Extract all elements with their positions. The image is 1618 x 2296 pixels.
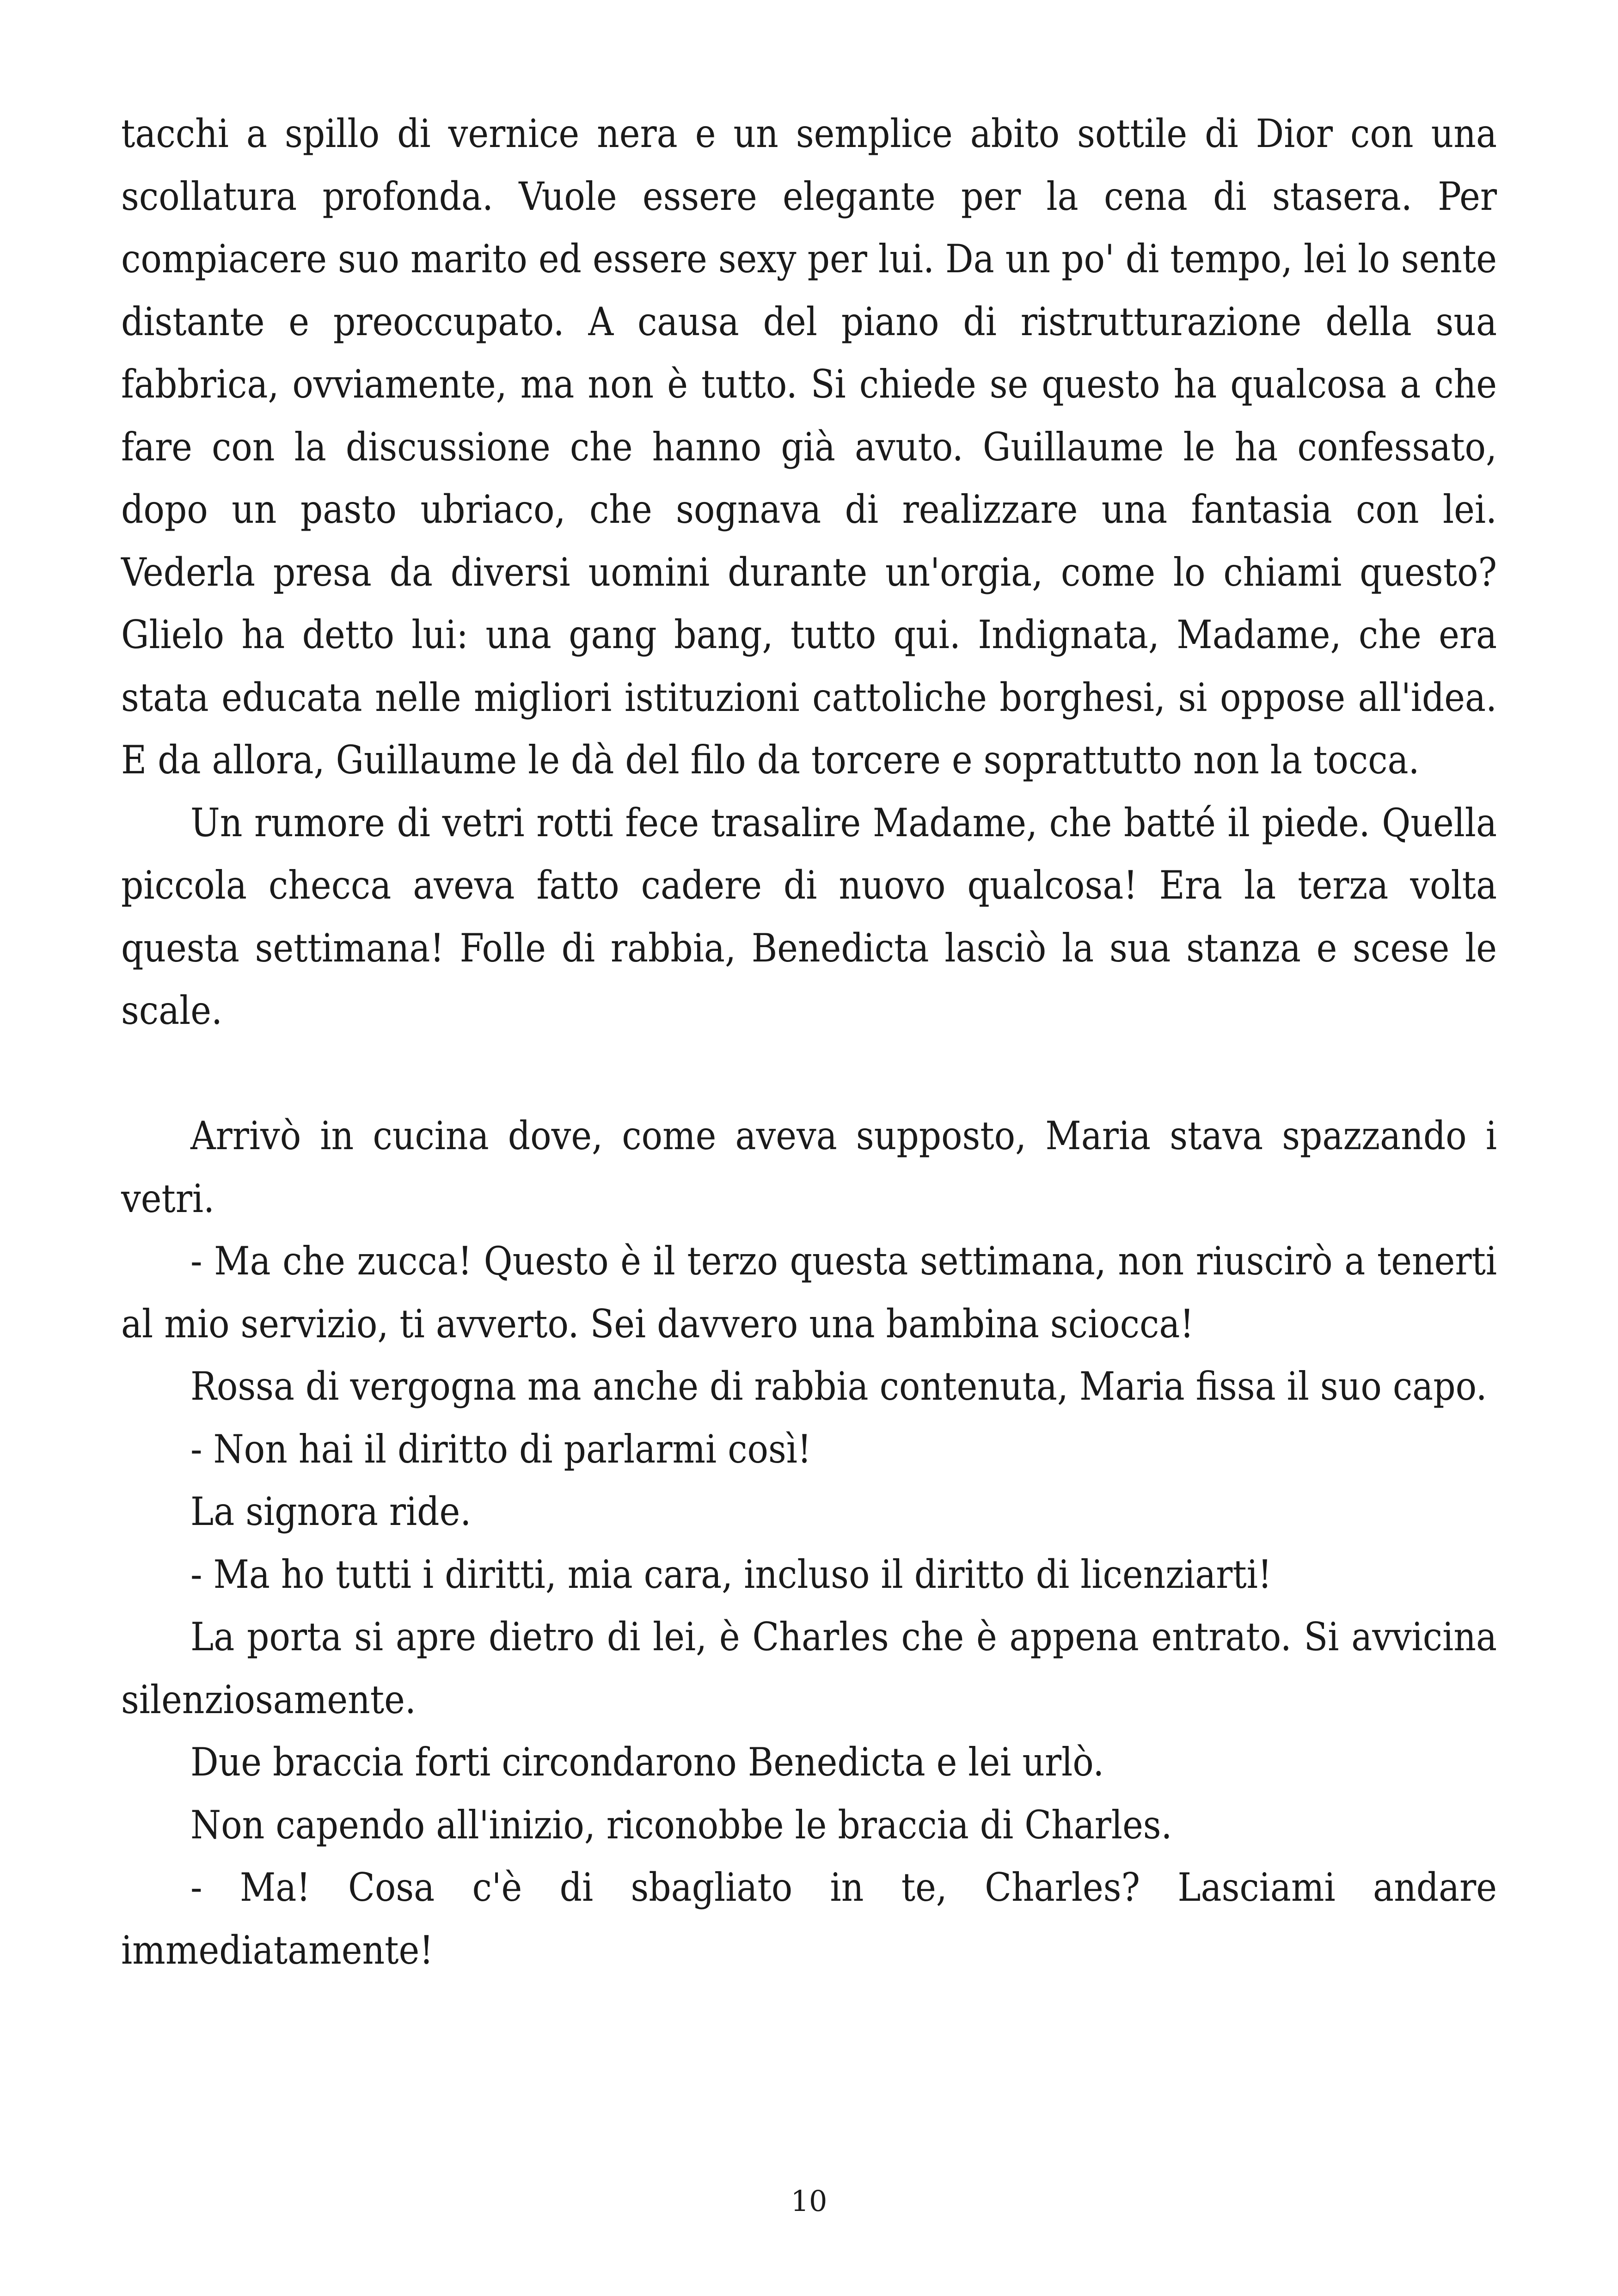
dialogue-line: - Ma! Cosa c'è di sbagliato in te, Charles? Lasciami andare immediatamente! <box>121 1865 1497 1973</box>
dialogue-line: - Ma ho tutti i diritti, mia cara, incluso il diritto di licenziarti! <box>190 1551 1272 1597</box>
paragraph-charles-enters: La porta si apre dietro di lei, è Charles che è appena entrato. Si avvicina silenziosamente. <box>121 1614 1497 1722</box>
paragraph-arms: Due braccia forti circondarono Benedicta e lei urlò. <box>190 1739 1104 1785</box>
paragraph-lady-laughs: La signora ride. <box>190 1489 472 1534</box>
dialogue-line: - Ma che zucca! Questo è il terzo questa settimana, non riuscirò a tenerti al mio servizio, ti avverto. Sei davvero una bambina sciocca! <box>121 1238 1497 1347</box>
page-number: 10 <box>791 2184 827 2218</box>
paragraph-kitchen: Arrivò in cucina dove, come aveva supposto, Maria stava spazzando i vetri. <box>121 1113 1497 1221</box>
dialogue-line: - Non hai il diritto di parlarmi così! <box>190 1426 812 1472</box>
paragraph-continuation: tacchi a spillo di vernice nera e un semplice abito sottile di Dior con una scollatura profonda. Vuole essere elegante per la cena di stasera. Per compiacere suo marito ed essere sexy per lui. Da un po' di tempo, lei lo sente distante e preoccupato. A causa del piano di ristrutturazione della sua fabbrica, ovviamente, ma non è tutto. Si chiede se questo ha qualcosa a che fare con la discussione che hanno già avuto. Guillaume le ha confessato, dopo un pasto ubriaco, che sognava di realizzare una fantasia con lei. Vederla presa da diversi uomini durante un'orgia, come lo chiami questo? Glielo ha detto lui: una gang bang, tutto qui. Indignata, Madame, che era stata educata nelle migliori istituzioni cattoliche borghesi, si oppose all'idea. E da allora, Guillaume le dà del filo da torcere e soprattutto non la tocca. <box>121 111 1497 783</box>
paragraph-recognition: Non capendo all'inizio, riconobbe le braccia di Charles. <box>190 1802 1172 1848</box>
paragraph-maria-stares: Rossa di vergogna ma anche di rabbia contenuta, Maria fissa il suo capo. <box>190 1364 1487 1409</box>
paragraph-broken-glass: Un rumore di vetri rotti fece trasalire Madame, che batté il piede. Quella piccola checca aveva fatto cadere di nuovo qualcosa! Era la terza volta questa settimana! Folle di rabbia, Benedicta lasciò la sua stanza e scese le scale. <box>121 800 1497 1033</box>
body-text <box>121 103 1497 1982</box>
